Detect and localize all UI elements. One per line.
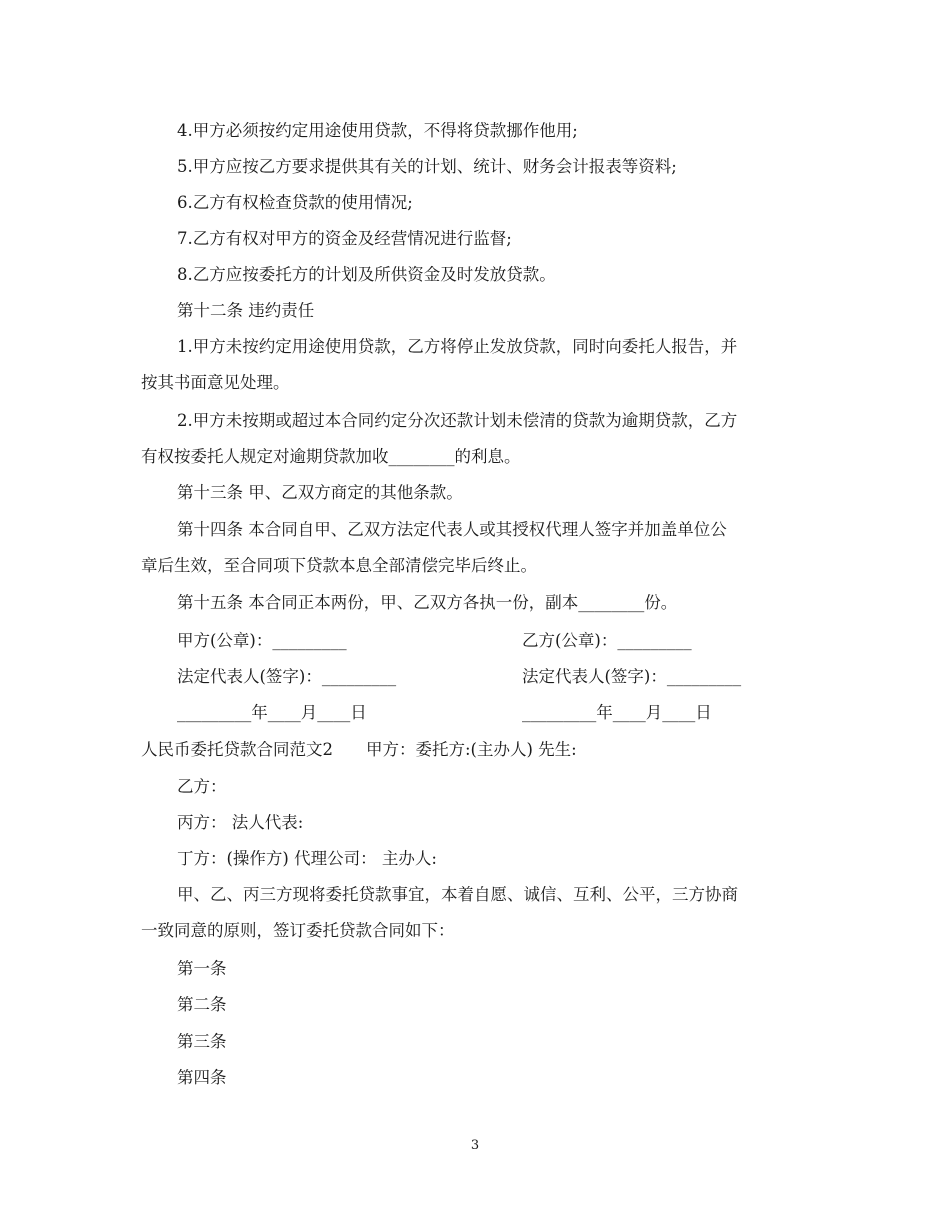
article-15: 第十五条 本合同正本两份，甲、乙双方各执一份，副本________份。 [177,593,678,612]
clause-item-5: 5.甲方应按乙方要求提供其有关的计划、统计、财务会计报表等资料; [177,157,677,176]
article-12-item-1-line-1: 1.甲方未按约定用途使用贷款，乙方将停止发放贷款，同时向委托人报告，并 [177,337,738,356]
party-b-seal: 乙方(公章)：_________ [522,631,692,650]
second-sample-title: 人民币委托贷款合同范文2 甲方：委托方:(主办人) 先生: [141,740,577,759]
second-sample-party-b: 乙方： [177,777,227,796]
clause-item-7: 7.乙方有权对甲方的资金及经营情况进行监督; [177,229,512,248]
second-sample-article-4: 第四条 [177,1068,227,1087]
article-12-heading: 第十二条 违约责任 [177,301,315,320]
second-sample-intro-line-2: 一致同意的原则，签订委托贷款合同如下： [141,921,455,940]
second-sample-article-1: 第一条 [177,959,227,978]
party-b-date: _________年____月____日 [522,703,712,722]
party-b-representative: 法定代表人(签字)：_________ [522,667,742,686]
second-sample-party-c: 丙方： 法人代表: [177,813,304,832]
article-14-line-1: 第十四条 本合同自甲、乙双方法定代表人或其授权代理人签字并加盖单位公 [177,520,727,539]
clause-item-8: 8.乙方应按委托方的计划及所供资金及时发放贷款。 [177,265,556,284]
second-sample-intro-line-1: 甲、乙、丙三方现将委托贷款事宜，本着自愿、诚信、互利、公平，三方协商 [177,885,738,904]
party-a-representative: 法定代表人(签字)：_________ [177,667,397,686]
second-sample-party-d: 丁方：(操作方) 代理公司： 主办人: [177,849,437,868]
article-12-item-1-line-2: 按其书面意见处理。 [141,373,290,392]
article-12-item-2-line-1: 2.甲方未按期或超过本合同约定分次还款计划未偿清的贷款为逾期贷款，乙方 [177,411,738,430]
clause-item-4: 4.甲方必须按约定用途使用贷款，不得将贷款挪作他用; [177,121,578,140]
second-sample-article-3: 第三条 [177,1032,227,1051]
page-number: 3 [470,1138,480,1153]
article-14-line-2: 章后生效，至合同项下贷款本息全部清偿完毕后终止。 [141,556,537,575]
second-sample-article-2: 第二条 [177,995,227,1014]
article-13: 第十三条 甲、乙双方商定的其他条款。 [177,483,463,502]
article-12-item-2-line-2: 有权按委托人规定对逾期贷款加收________的利息。 [141,447,521,466]
party-a-date: _________年____月____日 [177,703,367,722]
clause-item-6: 6.乙方有权检查贷款的使用情况; [177,193,413,212]
party-a-seal: 甲方(公章)：_________ [177,631,347,650]
